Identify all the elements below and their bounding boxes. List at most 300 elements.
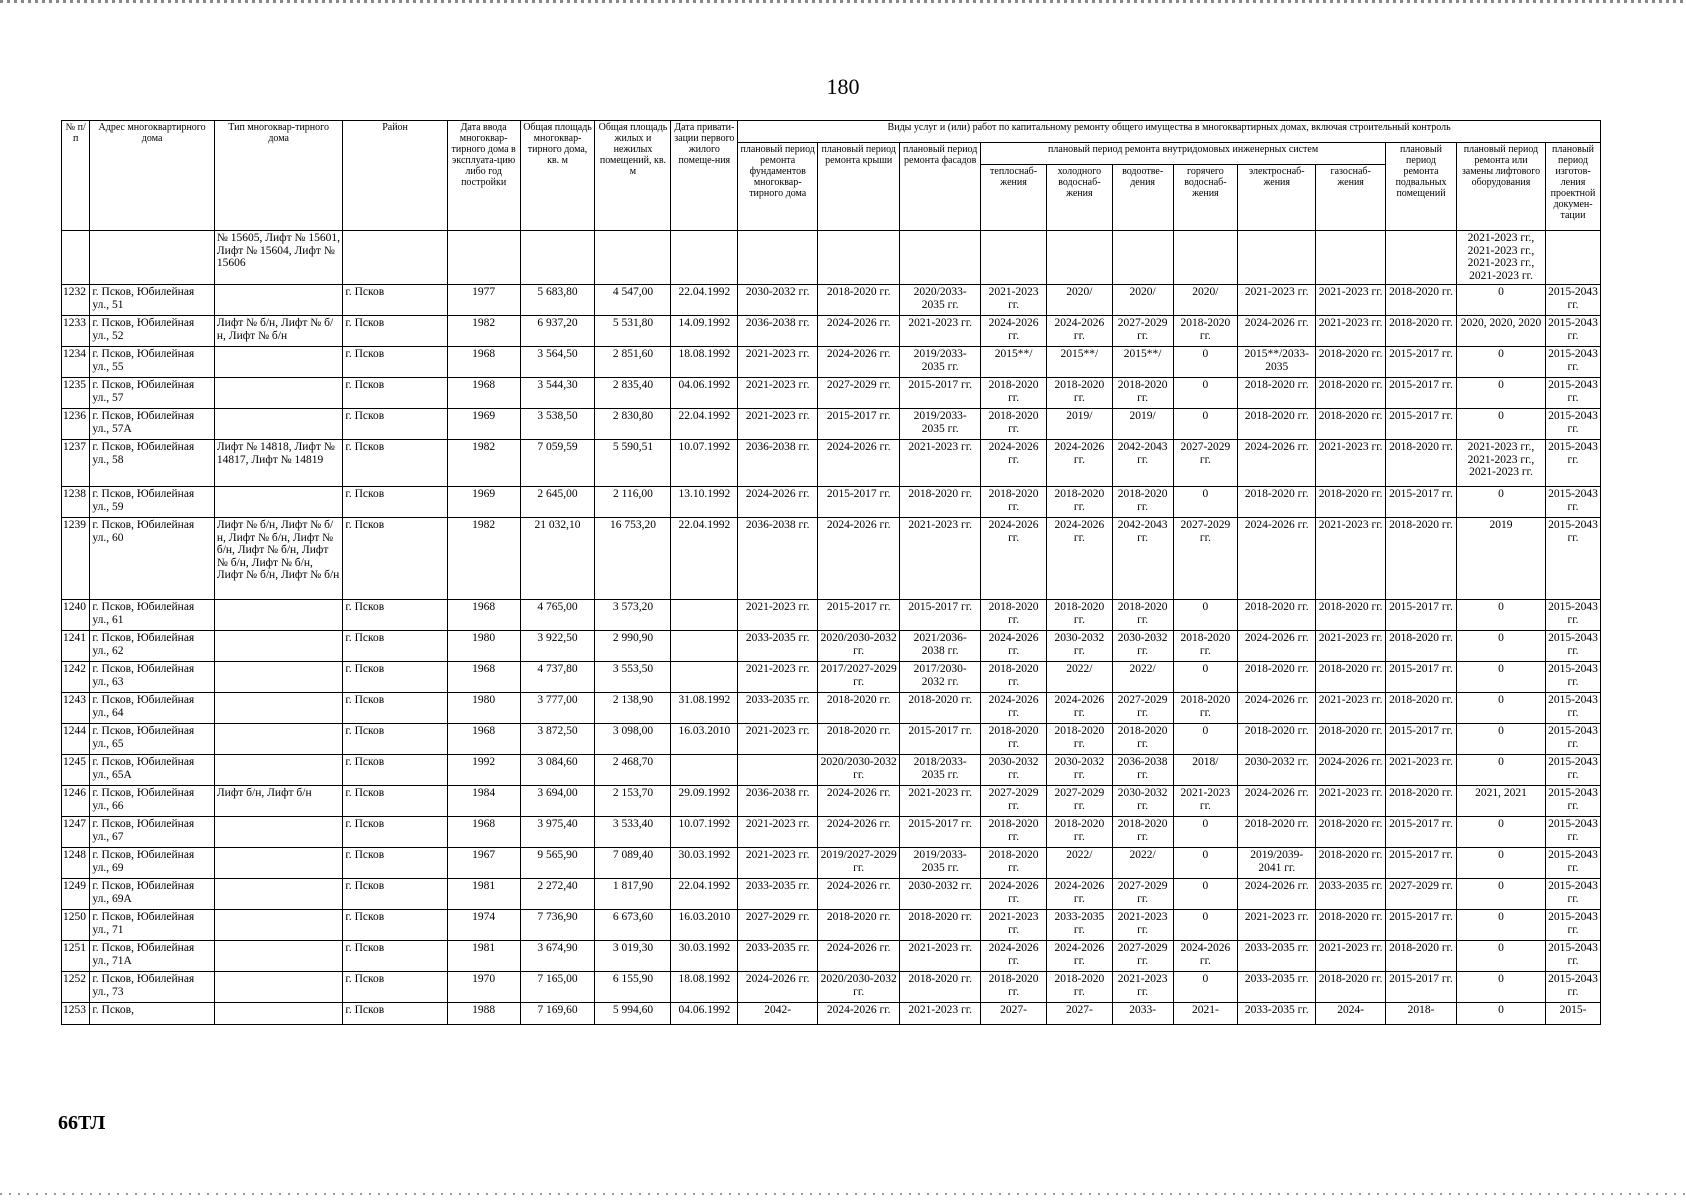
row-cold-water: 2018-2020 гг.: [1046, 600, 1112, 631]
row-privatization-date: 10.07.1992: [671, 817, 738, 848]
row-foundation: 2036-2038 гг.: [738, 440, 818, 487]
row-hot-water: 0: [1173, 662, 1238, 693]
row-total-area: 7 059,59: [520, 440, 595, 487]
row-sewer: 2036-2038 гг.: [1112, 755, 1173, 786]
row-address: г. Псков, Юбилейная ул., 65А: [90, 755, 215, 786]
row-address: г. Псков, Юбилейная ул., 58: [90, 440, 215, 487]
row-design: 2015-2043 гг.: [1546, 440, 1601, 487]
table-row: [62, 941, 1601, 972]
row-gas: 2021-2023 гг.: [1316, 518, 1386, 600]
row-privatization-date: 22.04.1992: [671, 518, 738, 600]
row-cold-water: 2024-2026 гг.: [1046, 518, 1112, 600]
table-row: [62, 409, 1601, 440]
row-cold-water: 2015**/: [1046, 347, 1112, 378]
row-hot-water: 0: [1173, 848, 1238, 879]
row-heat: 2018-2020 гг.: [981, 817, 1047, 848]
row-heat: 2021-2023 гг.: [981, 285, 1047, 316]
row-sewer: 2018-2020 гг.: [1112, 600, 1173, 631]
row-electric: 2018-2020 гг.: [1238, 378, 1316, 409]
row-lift: 0: [1456, 662, 1545, 693]
row-district: г. Псков: [343, 662, 447, 693]
row-facade: 2030-2032 гг.: [900, 879, 981, 910]
row-sewer: 2021-2023 гг.: [1112, 972, 1173, 1003]
row-roof: 2020/2030-2032 гг.: [818, 631, 900, 662]
header-district: Район: [343, 121, 447, 231]
row-address: г. Псков, Юбилейная ул., 71: [90, 910, 215, 941]
row-facade: 2020/2033-2035 гг.: [900, 285, 981, 316]
row-gas: 2024-: [1316, 1003, 1386, 1025]
row-district: г. Псков: [343, 440, 447, 487]
row-electric: 2015**/2033-2035: [1238, 347, 1316, 378]
row-privatization-date: 16.03.2010: [671, 910, 738, 941]
row-lift: 0: [1456, 378, 1545, 409]
row-sewer: 2030-2032 гг.: [1112, 631, 1173, 662]
row-total-area: 3 538,50: [520, 409, 595, 440]
row-hot-water: 0: [1173, 409, 1238, 440]
row-year: 1977: [447, 285, 520, 316]
row-cold-water: 2024-2026 гг.: [1046, 693, 1112, 724]
row-year: 1968: [447, 817, 520, 848]
row-cold-water: [1046, 231, 1112, 285]
header-roof: плановый период ремонта крыши: [818, 143, 900, 231]
row-num: 1247: [62, 817, 90, 848]
row-type: Лифт № б/н, Лифт № б/н, Лифт № б/н, Лифт № б/н, Лифт № б/н, Лифт № б/н, Лифт № б/н, Лифт № б/н, Лифт № б/н: [214, 518, 343, 600]
row-num: 1240: [62, 600, 90, 631]
row-design: 2015-2043 гг.: [1546, 518, 1601, 600]
row-hot-water: 0: [1173, 817, 1238, 848]
row-roof: 2015-2017 гг.: [818, 600, 900, 631]
row-living-area: 6 155,90: [595, 972, 671, 1003]
row-privatization-date: [671, 662, 738, 693]
table-body: [62, 231, 1601, 1025]
row-electric: 2021-2023 гг.: [1238, 285, 1316, 316]
row-gas: 2018-2020 гг.: [1316, 378, 1386, 409]
row-privatization-date: 04.06.1992: [671, 1003, 738, 1025]
row-basement: 2018-2020 гг.: [1386, 941, 1457, 972]
row-living-area: 6 673,60: [595, 910, 671, 941]
row-type: [214, 378, 343, 409]
row-year: 1969: [447, 487, 520, 518]
row-hot-water: 2024-2026 гг.: [1173, 941, 1238, 972]
row-living-area: 1 817,90: [595, 879, 671, 910]
row-basement: 2018-2020 гг.: [1386, 440, 1457, 487]
row-facade: 2018-2020 гг.: [900, 910, 981, 941]
row-foundation: 2033-2035 гг.: [738, 941, 818, 972]
row-num: 1253: [62, 1003, 90, 1025]
header-internal-systems: плановый период ремонта внутридомовых инженерных систем: [981, 143, 1386, 165]
row-type: [214, 879, 343, 910]
row-foundation: 2021-2023 гг.: [738, 409, 818, 440]
row-total-area: 3 777,00: [520, 693, 595, 724]
row-sewer: 2042-2043 гг.: [1112, 518, 1173, 600]
row-privatization-date: [671, 631, 738, 662]
table-row: [62, 347, 1601, 378]
row-heat: 2015**/: [981, 347, 1047, 378]
row-type: [214, 631, 343, 662]
row-year: 1969: [447, 409, 520, 440]
header-lift: плановый период ремонта или замены лифтового оборудования: [1456, 143, 1545, 231]
table-row: [62, 600, 1601, 631]
row-facade: [900, 231, 981, 285]
row-electric: 2024-2026 гг.: [1238, 879, 1316, 910]
table-row: [62, 693, 1601, 724]
table-row: [62, 662, 1601, 693]
row-address: г. Псков, Юбилейная ул., 51: [90, 285, 215, 316]
row-basement: 2015-2017 гг.: [1386, 972, 1457, 1003]
repair-schedule-table: [61, 120, 1601, 1025]
row-foundation: 2036-2038 гг.: [738, 786, 818, 817]
row-heat: 2024-2026 гг.: [981, 879, 1047, 910]
row-electric: 2024-2026 гг.: [1238, 631, 1316, 662]
row-lift: 0: [1456, 1003, 1545, 1025]
row-cold-water: 2030-2032 гг.: [1046, 631, 1112, 662]
row-sewer: 2019/: [1112, 409, 1173, 440]
row-roof: 2024-2026 гг.: [818, 518, 900, 600]
row-living-area: 5 590,51: [595, 440, 671, 487]
row-gas: 2021-2023 гг.: [1316, 786, 1386, 817]
row-address: г. Псков, Юбилейная ул., 59: [90, 487, 215, 518]
row-design: 2015-2043 гг.: [1546, 724, 1601, 755]
row-basement: 2018-2020 гг.: [1386, 316, 1457, 347]
row-sewer: 2027-2029 гг.: [1112, 941, 1173, 972]
row-type: [214, 487, 343, 518]
header-cold-water: холодного водоснаб-жения: [1046, 165, 1112, 231]
row-electric: 2018-2020 гг.: [1238, 487, 1316, 518]
row-basement: 2018-2020 гг.: [1386, 285, 1457, 316]
row-lift: 0: [1456, 600, 1545, 631]
table-row: [62, 518, 1601, 600]
table-row: [62, 786, 1601, 817]
row-privatization-date: 31.08.1992: [671, 693, 738, 724]
row-num: 1251: [62, 941, 90, 972]
row-district: г. Псков: [343, 755, 447, 786]
row-electric: 2018-2020 гг.: [1238, 409, 1316, 440]
row-num: 1244: [62, 724, 90, 755]
header-basement: плановый период ремонта подвальных помещений: [1386, 143, 1457, 231]
row-type: [214, 848, 343, 879]
table-header: [62, 121, 1601, 231]
row-address: г. Псков, Юбилейная ул., 57А: [90, 409, 215, 440]
row-num: 1248: [62, 848, 90, 879]
row-type: [214, 941, 343, 972]
header-num: № п/п: [62, 121, 90, 231]
row-cold-water: 2024-2026 гг.: [1046, 316, 1112, 347]
row-facade: 2019/2033-2035 гг.: [900, 409, 981, 440]
row-sewer: 2030-2032 гг.: [1112, 786, 1173, 817]
row-foundation: 2036-2038 гг.: [738, 518, 818, 600]
row-hot-water: 0: [1173, 972, 1238, 1003]
row-basement: 2015-2017 гг.: [1386, 378, 1457, 409]
row-heat: [981, 231, 1047, 285]
row-cold-water: 2027-2029 гг.: [1046, 786, 1112, 817]
row-hot-water: 2021-2023 гг.: [1173, 786, 1238, 817]
row-lift: 2019: [1456, 518, 1545, 600]
table-row: [62, 910, 1601, 941]
row-hot-water: 2018/: [1173, 755, 1238, 786]
row-district: г. Псков: [343, 487, 447, 518]
row-total-area: 3 544,30: [520, 378, 595, 409]
header-type: Тип многоквар-тирного дома: [214, 121, 343, 231]
row-basement: 2018-2020 гг.: [1386, 693, 1457, 724]
row-heat: 2018-2020 гг.: [981, 409, 1047, 440]
row-num: 1242: [62, 662, 90, 693]
row-lift: 0: [1456, 879, 1545, 910]
row-foundation: 2024-2026 гг.: [738, 487, 818, 518]
row-electric: 2019/2039-2041 гг.: [1238, 848, 1316, 879]
scan-edge-top: [0, 0, 1686, 3]
row-facade: 2017/2030-2032 гг.: [900, 662, 981, 693]
row-district: г. Псков: [343, 724, 447, 755]
header-hot-water: горячего водоснаб-жения: [1173, 165, 1238, 231]
header-living-area: Общая площадь жилых и нежилых помещений, кв. м: [595, 121, 671, 231]
table-row: [62, 316, 1601, 347]
row-gas: 2018-2020 гг.: [1316, 724, 1386, 755]
row-heat: 2018-2020 гг.: [981, 600, 1047, 631]
row-total-area: 6 937,20: [520, 316, 595, 347]
table-row: [62, 848, 1601, 879]
row-type: [214, 972, 343, 1003]
table-row: [62, 285, 1601, 316]
header-electric: электроснаб-жения: [1238, 165, 1316, 231]
row-address: г. Псков, Юбилейная ул., 57: [90, 378, 215, 409]
row-privatization-date: 14.09.1992: [671, 316, 738, 347]
header-sewer: водоотве-дения: [1112, 165, 1173, 231]
row-electric: 2033-2035 гг.: [1238, 972, 1316, 1003]
row-facade: 2021/2036-2038 гг.: [900, 631, 981, 662]
row-design: 2015-2043 гг.: [1546, 755, 1601, 786]
row-num: 1252: [62, 972, 90, 1003]
row-design: 2015-2043 гг.: [1546, 848, 1601, 879]
row-electric: 2024-2026 гг.: [1238, 693, 1316, 724]
row-year: 1980: [447, 693, 520, 724]
row-hot-water: 0: [1173, 879, 1238, 910]
row-gas: 2018-2020 гг.: [1316, 817, 1386, 848]
row-basement: 2018-2020 гг.: [1386, 786, 1457, 817]
row-facade: 2015-2017 гг.: [900, 724, 981, 755]
row-type: № 15605, Лифт № 15601, Лифт № 15604, Лифт № 15606: [214, 231, 343, 285]
row-year: 1988: [447, 1003, 520, 1025]
row-gas: 2018-2020 гг.: [1316, 972, 1386, 1003]
row-total-area: 21 032,10: [520, 518, 595, 600]
row-gas: 2021-2023 гг.: [1316, 316, 1386, 347]
row-num: 1235: [62, 378, 90, 409]
row-foundation: 2021-2023 гг.: [738, 724, 818, 755]
row-privatization-date: 30.03.1992: [671, 848, 738, 879]
header-services: Виды услуг и (или) работ по капитальному ремонту общего имущества в многоквартирных домах, включая строительный контроль: [738, 121, 1601, 143]
row-basement: 2015-2017 гг.: [1386, 409, 1457, 440]
row-facade: 2021-2023 гг.: [900, 440, 981, 487]
row-year: 1984: [447, 786, 520, 817]
row-privatization-date: 04.06.1992: [671, 378, 738, 409]
row-sewer: 2018-2020 гг.: [1112, 724, 1173, 755]
row-district: г. Псков: [343, 378, 447, 409]
table-row: [62, 631, 1601, 662]
row-design: [1546, 231, 1601, 285]
row-year: 1981: [447, 879, 520, 910]
row-heat: 2027-2029 гг.: [981, 786, 1047, 817]
row-design: 2015-2043 гг.: [1546, 941, 1601, 972]
row-lift: 0: [1456, 285, 1545, 316]
row-gas: 2021-2023 гг.: [1316, 285, 1386, 316]
row-facade: 2021-2023 гг.: [900, 786, 981, 817]
row-num: 1238: [62, 487, 90, 518]
row-district: г. Псков: [343, 693, 447, 724]
row-roof: 2020/2030-2032 гг.: [818, 972, 900, 1003]
row-sewer: 2018-2020 гг.: [1112, 378, 1173, 409]
row-total-area: 3 084,60: [520, 755, 595, 786]
row-design: 2015-2043 гг.: [1546, 285, 1601, 316]
table-row: [62, 724, 1601, 755]
row-gas: 2018-2020 гг.: [1316, 848, 1386, 879]
row-foundation: 2021-2023 гг.: [738, 662, 818, 693]
row-basement: 2015-2017 гг.: [1386, 848, 1457, 879]
row-roof: 2024-2026 гг.: [818, 440, 900, 487]
row-facade: 2018-2020 гг.: [900, 972, 981, 1003]
row-living-area: 2 153,70: [595, 786, 671, 817]
row-design: 2015-2043 гг.: [1546, 631, 1601, 662]
row-hot-water: 0: [1173, 487, 1238, 518]
row-sewer: 2018-2020 гг.: [1112, 817, 1173, 848]
row-roof: 2024-2026 гг.: [818, 817, 900, 848]
row-roof: 2017/2027-2029 гг.: [818, 662, 900, 693]
row-total-area: 2 272,40: [520, 879, 595, 910]
row-living-area: 2 835,40: [595, 378, 671, 409]
row-lift: 0: [1456, 755, 1545, 786]
row-address: [90, 231, 215, 285]
header-design: плановый период изготов-ления проектной докумен-тации: [1546, 143, 1601, 231]
row-basement: 2015-2017 гг.: [1386, 487, 1457, 518]
row-sewer: 2042-2043 гг.: [1112, 440, 1173, 487]
row-num: 1243: [62, 693, 90, 724]
row-lift: 0: [1456, 910, 1545, 941]
row-address: г. Псков, Юбилейная ул., 52: [90, 316, 215, 347]
row-gas: 2018-2020 гг.: [1316, 600, 1386, 631]
row-privatization-date: 22.04.1992: [671, 409, 738, 440]
row-roof: 2018-2020 гг.: [818, 724, 900, 755]
row-hot-water: 0: [1173, 724, 1238, 755]
footer-code: 66ТЛ: [58, 1112, 106, 1134]
row-hot-water: 2027-2029 гг.: [1173, 440, 1238, 487]
row-foundation: 2021-2023 гг.: [738, 378, 818, 409]
header-heat: теплоснаб-жения: [981, 165, 1047, 231]
row-foundation: 2021-2023 гг.: [738, 600, 818, 631]
row-privatization-date: 16.03.2010: [671, 724, 738, 755]
row-total-area: 7 736,90: [520, 910, 595, 941]
row-design: 2015-2043 гг.: [1546, 487, 1601, 518]
row-district: г. Псков: [343, 600, 447, 631]
row-gas: 2018-2020 гг.: [1316, 347, 1386, 378]
row-design: 2015-2043 гг.: [1546, 693, 1601, 724]
row-total-area: 5 683,80: [520, 285, 595, 316]
row-total-area: 3 975,40: [520, 817, 595, 848]
row-basement: 2027-2029 гг.: [1386, 879, 1457, 910]
row-heat: 2024-2026 гг.: [981, 941, 1047, 972]
row-basement: 2015-2017 гг.: [1386, 347, 1457, 378]
row-heat: 2024-2026 гг.: [981, 316, 1047, 347]
row-total-area: 3 872,50: [520, 724, 595, 755]
row-sewer: [1112, 231, 1173, 285]
row-living-area: 2 116,00: [595, 487, 671, 518]
row-facade: 2015-2017 гг.: [900, 378, 981, 409]
row-privatization-date: 13.10.1992: [671, 487, 738, 518]
row-year: 1970: [447, 972, 520, 1003]
row-roof: 2027-2029 гг.: [818, 378, 900, 409]
row-privatization-date: [671, 231, 738, 285]
row-num: 1232: [62, 285, 90, 316]
row-privatization-date: 22.04.1992: [671, 879, 738, 910]
row-living-area: 2 138,90: [595, 693, 671, 724]
table-row: [62, 1003, 1601, 1025]
row-living-area: 2 830,80: [595, 409, 671, 440]
row-privatization-date: 18.08.1992: [671, 347, 738, 378]
row-num: 1239: [62, 518, 90, 600]
row-lift: 0: [1456, 693, 1545, 724]
row-lift: 0: [1456, 487, 1545, 518]
row-total-area: 3 922,50: [520, 631, 595, 662]
row-address: г. Псков, Юбилейная ул., 65: [90, 724, 215, 755]
row-lift: 0: [1456, 848, 1545, 879]
table-row: [62, 231, 1601, 285]
row-year: 1968: [447, 600, 520, 631]
row-facade: 2015-2017 гг.: [900, 817, 981, 848]
header-year: Дата ввода многоквар-тирного дома в эксплуата-цию либо год постройки: [447, 121, 520, 231]
row-cold-water: 2027-: [1046, 1003, 1112, 1025]
row-address: г. Псков, Юбилейная ул., 60: [90, 518, 215, 600]
row-sewer: 2027-2029 гг.: [1112, 693, 1173, 724]
row-privatization-date: 30.03.1992: [671, 941, 738, 972]
row-electric: 2024-2026 гг.: [1238, 518, 1316, 600]
row-cold-water: 2024-2026 гг.: [1046, 941, 1112, 972]
row-heat: 2024-2026 гг.: [981, 693, 1047, 724]
row-facade: 2018/2033-2035 гг.: [900, 755, 981, 786]
row-cold-water: 2018-2020 гг.: [1046, 724, 1112, 755]
row-address: г. Псков, Юбилейная ул., 67: [90, 817, 215, 848]
row-design: 2015-2043 гг.: [1546, 910, 1601, 941]
row-electric: 2018-2020 гг.: [1238, 724, 1316, 755]
row-gas: 2018-2020 гг.: [1316, 662, 1386, 693]
row-privatization-date: [671, 755, 738, 786]
row-type: [214, 409, 343, 440]
page-number: 180: [826, 74, 860, 99]
row-district: г. Псков: [343, 285, 447, 316]
header-facade: плановый период ремонта фасадов: [900, 143, 981, 231]
row-living-area: 7 089,40: [595, 848, 671, 879]
row-sewer: 2022/: [1112, 662, 1173, 693]
table-row: [62, 487, 1601, 518]
row-roof: 2024-2026 гг.: [818, 316, 900, 347]
row-year: 1974: [447, 910, 520, 941]
row-gas: 2018-2020 гг.: [1316, 910, 1386, 941]
row-gas: 2021-2023 гг.: [1316, 631, 1386, 662]
row-year: 1992: [447, 755, 520, 786]
row-year: 1982: [447, 518, 520, 600]
row-living-area: 2 990,90: [595, 631, 671, 662]
row-lift: 2020, 2020, 2020: [1456, 316, 1545, 347]
row-address: г. Псков, Юбилейная ул., 63: [90, 662, 215, 693]
row-total-area: 3 674,90: [520, 941, 595, 972]
row-facade: 2018-2020 гг.: [900, 487, 981, 518]
row-living-area: 3 553,50: [595, 662, 671, 693]
row-year: 1968: [447, 347, 520, 378]
row-heat: 2018-2020 гг.: [981, 487, 1047, 518]
row-living-area: [595, 231, 671, 285]
row-type: [214, 693, 343, 724]
row-heat: 2027-: [981, 1003, 1047, 1025]
row-num: 1237: [62, 440, 90, 487]
row-district: г. Псков: [343, 409, 447, 440]
row-district: г. Псков: [343, 972, 447, 1003]
row-living-area: 3 098,00: [595, 724, 671, 755]
